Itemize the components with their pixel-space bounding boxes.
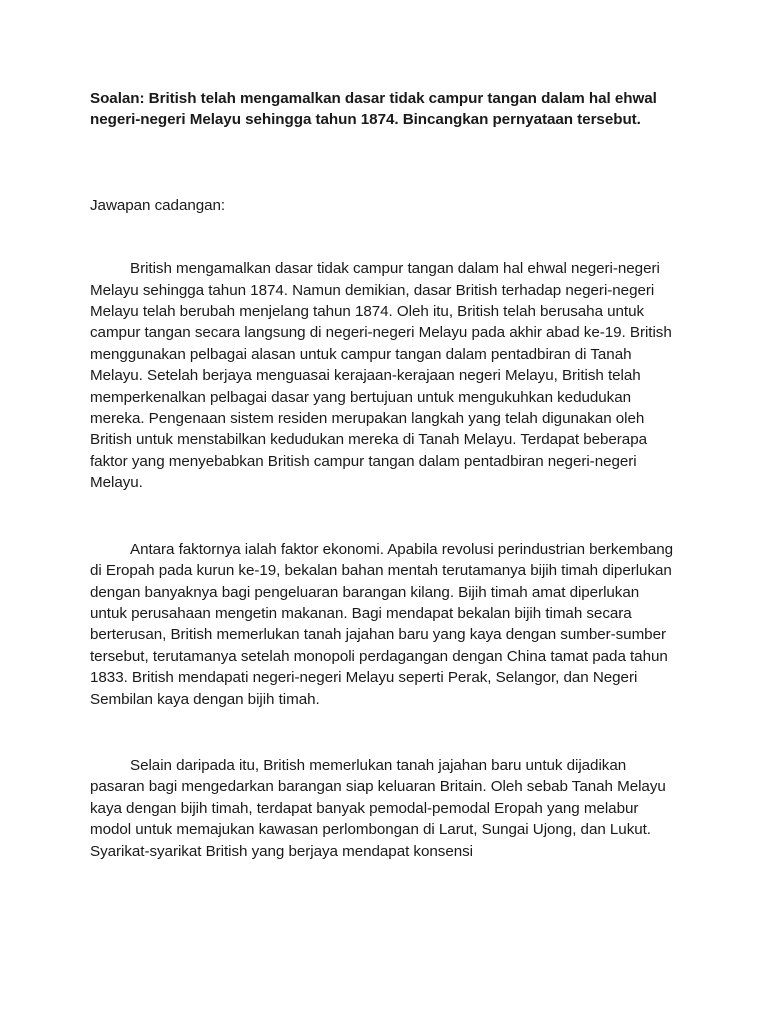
document-body — [90, 88, 680, 862]
answer-label: Jawapan cadangan: — [90, 196, 226, 214]
paragraph-economic-factor: Antara faktornya ialah faktor ekonomi. Apabila revolusi perindustrian berkembang di Eropah pada kurun ke-19, bekalan bahan mentah terutamanya bijih timah diperlukan dengan banyaknya bagi pengeluaran barangan kilang. Bijih timah amat diperlukan untuk perusahaan mengetin makanan. Bagi mendapat bekalan bijih timah secara berterusan, British memerlukan tanah jajahan baru yang kaya dengan sumber-sumber tersebut, terutamanya setelah monopoli perdagangan dengan China tamat pada tahun 1833. British mendapati negeri-negeri Melayu seperti Perak, Selangor, dan Negeri Sembilan kaya dengan bijih timah. — [90, 540, 674, 708]
paragraph-introduction: British mengamalkan dasar tidak campur tangan dalam hal ehwal negeri-negeri Melayu sehingga tahun 1874. Namun demikian, dasar British terhadap negeri-negeri Melayu telah berubah menjelang tahun 1874. Oleh itu, British telah berusaha untuk campur tangan secara langsung di negeri-negeri Melayu pada akhir abad ke-19. British menggunakan pelbagai alasan untuk campur tangan dalam pentadbiran di Tanah Melayu. Setelah berjaya menguasai kerajaan-kerajaan negeri Melayu, British telah memperkenalkan pelbagai dasar yang bertujuan untuk mengukuhkan kedudukan mereka. Pengenaan sistem residen merupakan langkah yang telah digunakan oleh British untuk menstabilkan kedudukan mereka di Tanah Melayu. Terdapat beberapa faktor yang menyebabkan British campur tangan dalam pentadbiran negeri-negeri Melayu. — [90, 260, 672, 492]
paragraph-market-factor: Selain daripada itu, British memerlukan tanah jajahan baru untuk dijadikan pasaran bagi mengedarkan barangan siap keluaran Britain. Oleh sebab Tanah Melayu kaya dengan bijih timah, terdapat banyak pemodal-pemodal Eropah yang melabur modol untuk memajukan kawasan perlombongan di Larut, Sungai Ujong, dan Lukut. Syarikat-syarikat British yang berjaya mendapat konsensi — [90, 756, 666, 860]
question-heading: Soalan: British telah mengamalkan dasar tidak campur tangan dalam hal ehwal negeri-negeri Melayu sehingga tahun 1874. Bincangkan pernyataan tersebut. — [90, 90, 657, 129]
